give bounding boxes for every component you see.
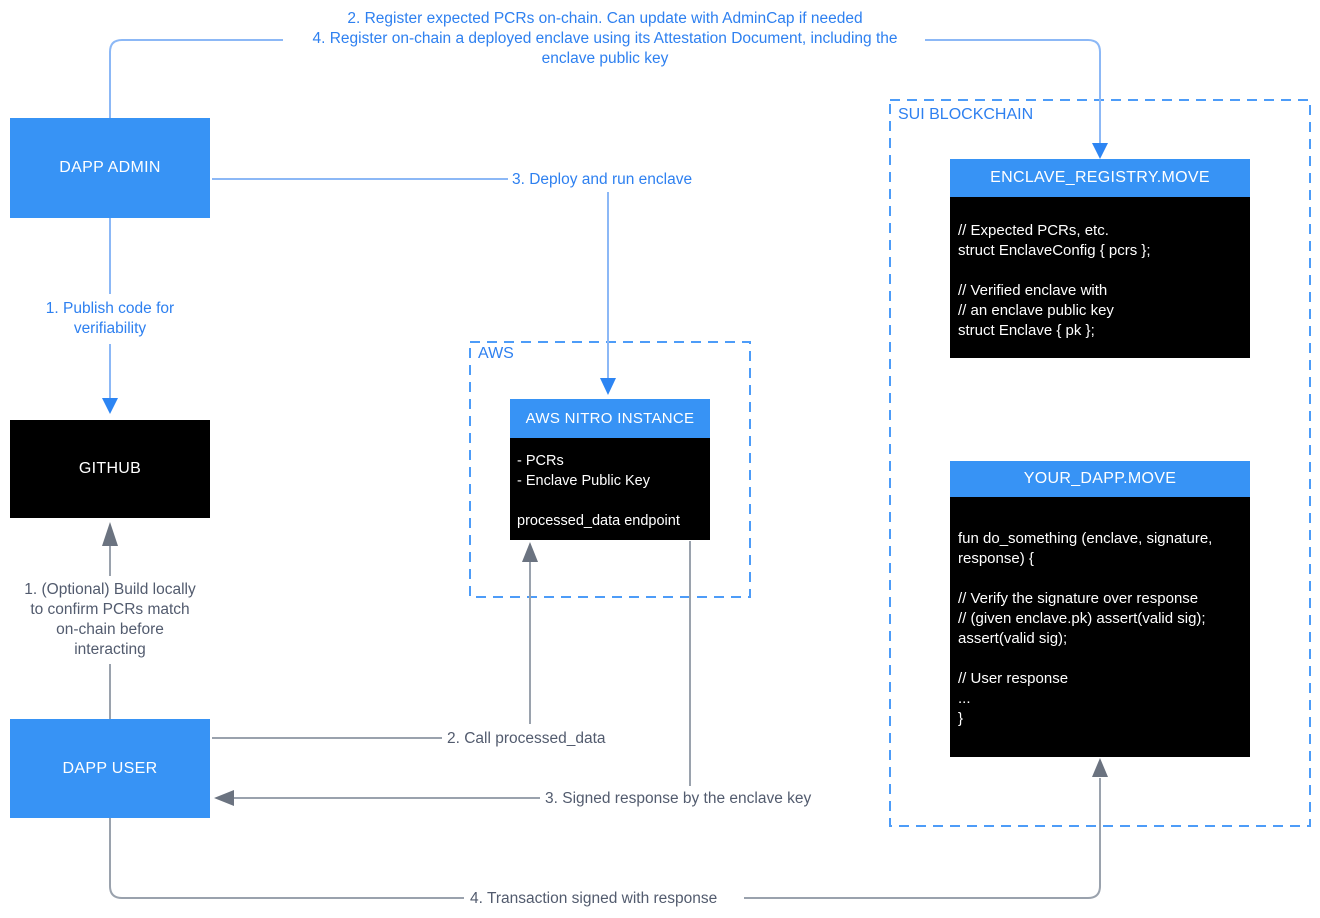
top-flow-line3: enclave public key [541, 50, 669, 67]
sui-group-label: SUI BLOCKCHAIN [898, 106, 1034, 123]
dapp-user-label: DAPP USER [62, 759, 158, 777]
code-line: ... [958, 690, 971, 707]
aws-nitro-line [517, 491, 704, 511]
your-dapp-title: YOUR_DAPP.MOVE [950, 461, 1250, 497]
edge-label-publish-code: 1. Publish code for verifiability [45, 300, 175, 337]
aws-nitro-line: processed_data endpoint [517, 513, 680, 529]
arrowhead-build-up-icon [102, 522, 118, 546]
arrowhead-signed-left-icon [214, 790, 234, 806]
dapp-admin-label: DAPP ADMIN [59, 159, 161, 176]
enclave-registry-body [950, 197, 1250, 358]
code-line: } [958, 710, 964, 727]
code-line: // Verify the signature over response [958, 590, 1199, 607]
your-dapp-module [950, 461, 1250, 757]
edge-label-transaction-signed: 4. Transaction signed with response [470, 890, 718, 907]
edge-label-call-processed-data: 2. Call processed_data [447, 730, 606, 747]
code-line [958, 649, 1244, 669]
arrowhead-publish-down-icon [102, 398, 118, 414]
code-line: // Verified enclave with [958, 282, 1108, 299]
aws-nitro-module [510, 399, 710, 540]
code-line: fun do_something (enclave, signature, [958, 530, 1213, 547]
edge-label-deploy-enclave: 3. Deploy and run enclave [512, 171, 693, 188]
enclave-registry-title: ENCLAVE_REGISTRY.MOVE [950, 159, 1250, 197]
code-line: // Expected PCRs, etc. [958, 222, 1109, 239]
edge-label-signed-response: 3. Signed response by the enclave key [545, 790, 812, 807]
top-flow-line1: 2. Register expected PCRs on-chain. Can update with AdminCap if needed [347, 10, 863, 27]
aws-nitro-body [510, 438, 710, 540]
arrowhead-deploy-down-icon [600, 378, 616, 395]
edge-label-build-locally: 1. (Optional) Build locally to confirm PCRs match on-chain before interacting [24, 581, 196, 658]
code-line [958, 261, 1244, 281]
code-line: assert(valid sig); [958, 630, 1068, 647]
your-dapp-body [950, 497, 1250, 757]
dapp-admin-node [10, 118, 210, 218]
code-line: struct EnclaveConfig { pcrs }; [958, 242, 1151, 259]
github-node [10, 420, 210, 518]
top-flow-text [145, 9, 1065, 69]
code-line: // User response [958, 670, 1069, 687]
code-line: // an enclave public key [958, 302, 1114, 319]
edge-transaction-line-left [110, 818, 464, 898]
arrowhead-register-down-icon [1092, 143, 1108, 159]
top-flow-line2: 4. Register on-chain a deployed enclave using its Attestation Document, including the [312, 30, 898, 47]
arrowhead-transaction-up-icon [1092, 758, 1108, 777]
aws-nitro-line: - Enclave Public Key [517, 473, 650, 489]
arrowhead-call-up-icon [522, 542, 538, 562]
code-line: struct Enclave { pk }; [958, 322, 1095, 339]
code-line: // (given enclave.pk) assert(valid sig); [958, 610, 1206, 627]
github-label: GITHUB [78, 460, 142, 477]
aws-group-label: AWS [478, 345, 514, 362]
code-line: response) { [958, 550, 1034, 567]
enclave-registry-module [950, 159, 1250, 358]
dapp-user-node [10, 719, 210, 818]
aws-nitro-line: - PCRs [517, 453, 564, 469]
aws-nitro-title: AWS NITRO INSTANCE [510, 399, 710, 438]
code-line [958, 569, 1244, 589]
